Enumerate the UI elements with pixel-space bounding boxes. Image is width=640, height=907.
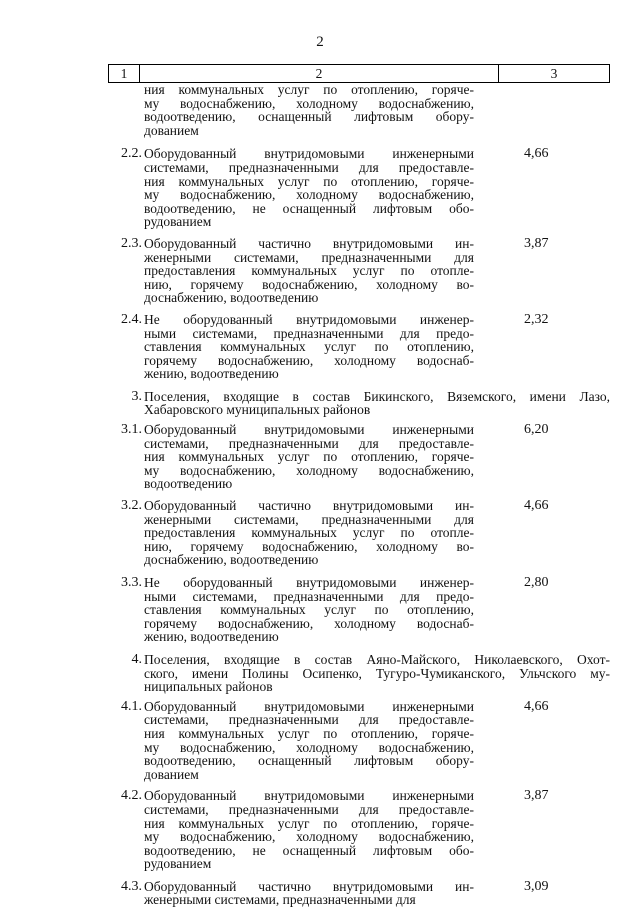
row-number: 2.2. bbox=[121, 146, 142, 162]
row-number: 4. bbox=[131, 651, 142, 667]
row-number: 4.3. bbox=[121, 878, 142, 894]
row-description bbox=[144, 237, 474, 305]
description-line: дованием bbox=[144, 766, 199, 782]
description-line: системами, предназначенными для предоставле- bbox=[144, 712, 474, 728]
description-line: рудованием bbox=[144, 856, 212, 872]
row-number: 2.3. bbox=[121, 235, 142, 251]
description-line: ниципальных районов bbox=[144, 679, 273, 695]
row-value: 6,20 bbox=[524, 422, 549, 438]
description-line: ния коммунальных услуг по отоплению, горяче- bbox=[144, 82, 474, 97]
description-line: Оборудованный внутридомовыми инженерными bbox=[144, 788, 474, 804]
row-value: 4,66 bbox=[524, 698, 549, 714]
header-col-2: 2 bbox=[140, 65, 499, 82]
description-line: водоотведению, не оснащенный лифтовым обо- bbox=[144, 200, 474, 216]
description-line: горячему водоснабжению, холодному водоснаб- bbox=[144, 615, 474, 631]
row-number: 4.2. bbox=[121, 788, 142, 804]
description-line: женерными системами, предназначенными для bbox=[144, 892, 416, 907]
table-row bbox=[108, 83, 610, 137]
row-description bbox=[144, 83, 474, 137]
row-value: 2,32 bbox=[524, 311, 549, 327]
description-line: ными системами, предназначенными для предо- bbox=[144, 325, 474, 341]
description-line: му водоснабжению, холодному водоснабжению, bbox=[144, 462, 474, 478]
description-line: нию, горячему водоснабжению, холодному во- bbox=[144, 538, 474, 554]
table-row bbox=[108, 147, 610, 229]
description-line: предоставления коммунальных услуг по отопле- bbox=[144, 263, 474, 279]
table-body bbox=[108, 83, 610, 907]
table-row bbox=[108, 237, 610, 305]
row-description bbox=[144, 880, 474, 907]
description-line: доснабжению, водоотведению bbox=[144, 290, 319, 306]
row-description bbox=[144, 576, 474, 644]
description-line: Не оборудованный внутридомовыми инженер- bbox=[144, 311, 474, 327]
description-line: дованием bbox=[144, 122, 199, 138]
description-line: му водоснабжению, холодному водоснабжению, bbox=[144, 739, 474, 755]
description-line: рудованием bbox=[144, 214, 212, 230]
description-line: предоставления коммунальных услуг по отопле- bbox=[144, 525, 474, 541]
row-description bbox=[144, 789, 474, 871]
description-line: горячему водоснабжению, холодному водоснаб- bbox=[144, 352, 474, 368]
description-line: Оборудованный частично внутридомовыми ин- bbox=[144, 498, 474, 514]
row-description bbox=[144, 499, 474, 567]
row-description bbox=[144, 423, 474, 491]
row-description bbox=[144, 147, 474, 229]
description-line: водоотведению bbox=[144, 476, 233, 492]
page-number: 2 bbox=[316, 34, 324, 50]
description-line: Хабаровского муниципальных районов bbox=[144, 402, 371, 418]
description-line: ставления коммунальных услуг по отоплению, bbox=[144, 339, 474, 355]
row-number: 3.2. bbox=[121, 498, 142, 514]
row-description bbox=[144, 390, 610, 417]
table-row bbox=[108, 880, 610, 907]
row-value: 4,66 bbox=[524, 146, 549, 162]
description-line: му водоснабжению, холодному водоснабжению, bbox=[144, 95, 474, 111]
table-row bbox=[108, 313, 610, 381]
row-number: 2.4. bbox=[121, 311, 142, 327]
row-value: 3,09 bbox=[524, 878, 549, 894]
description-line: Не оборудованный внутридомовыми инженер- bbox=[144, 575, 474, 590]
description-line: водоотведению, не оснащенный лифтовым обо- bbox=[144, 842, 474, 858]
row-value: 3,87 bbox=[524, 788, 549, 804]
description-line: ными системами, предназначенными для предо- bbox=[144, 588, 474, 604]
description-line: водоотведению, оснащенный лифтовым обору- bbox=[144, 753, 474, 769]
table-row bbox=[108, 700, 610, 782]
description-line: водоотведению, оснащенный лифтовым обору- bbox=[144, 109, 474, 125]
description-line: ния коммунальных услуг по отоплению, горяче- bbox=[144, 725, 474, 741]
row-value: 3,87 bbox=[524, 235, 549, 251]
table-row bbox=[108, 653, 610, 694]
row-number: 3. bbox=[131, 388, 142, 404]
description-line: доснабжению, водоотведению bbox=[144, 552, 319, 568]
row-value: 4,66 bbox=[524, 498, 549, 514]
description-line: ского, имени Полины Осипенко, Тугуро-Чумиканского, Ульчского му- bbox=[144, 665, 610, 681]
description-line: Оборудованный частично внутридомовыми ин- bbox=[144, 878, 474, 894]
description-line: Оборудованный внутридомовыми инженерными bbox=[144, 146, 474, 162]
description-line: му водоснабжению, холодному водоснабжению, bbox=[144, 829, 474, 845]
header-col-1: 1 bbox=[109, 65, 140, 82]
description-line: Оборудованный внутридомовыми инженерными bbox=[144, 422, 474, 438]
table-row bbox=[108, 390, 610, 417]
description-line: женерными системами, предназначенными для bbox=[144, 511, 474, 527]
description-line: Поселения, входящие в состав Аяно-Майского, Николаевского, Охот- bbox=[144, 651, 610, 667]
row-number: 4.1. bbox=[121, 698, 142, 714]
description-line: Поселения, входящие в состав Бикинского, Вяземского, имени Лазо, bbox=[144, 388, 610, 404]
row-number: 3.3. bbox=[121, 575, 142, 590]
description-line: ставления коммунальных услуг по отоплению, bbox=[144, 602, 474, 618]
table-row bbox=[108, 499, 610, 567]
description-line: женерными системами, предназначенными для bbox=[144, 249, 474, 265]
description-line: системами, предназначенными для предоставле- bbox=[144, 435, 474, 451]
description-line: жению, водоотведению bbox=[144, 366, 279, 382]
row-number: 3.1. bbox=[121, 422, 142, 438]
header-col-3: 3 bbox=[550, 65, 558, 81]
row-value: 2,80 bbox=[524, 575, 549, 590]
description-line: ния коммунальных услуг по отоплению, горяче- bbox=[144, 449, 474, 465]
description-line: системами, предназначенными для предоставле- bbox=[144, 801, 474, 817]
description-line: му водоснабжению, холодному водоснабжению, bbox=[144, 187, 474, 203]
description-line: ния коммунальных услуг по отоплению, горяче- bbox=[144, 815, 474, 831]
description-line: нию, горячему водоснабжению, холодному во- bbox=[144, 276, 474, 292]
table-row bbox=[108, 576, 610, 644]
description-line: ния коммунальных услуг по отоплению, горяче- bbox=[144, 173, 474, 189]
description-line: Оборудованный внутридомовыми инженерными bbox=[144, 698, 474, 714]
table-row bbox=[108, 423, 610, 491]
table-header bbox=[108, 64, 610, 83]
description-line: жению, водоотведению bbox=[144, 629, 279, 645]
description-line: Оборудованный частично внутридомовыми ин- bbox=[144, 235, 474, 251]
row-description bbox=[144, 653, 610, 694]
row-description bbox=[144, 313, 474, 381]
description-line: системами, предназначенными для предоставле- bbox=[144, 159, 474, 175]
table-row bbox=[108, 789, 610, 871]
row-description bbox=[144, 700, 474, 782]
